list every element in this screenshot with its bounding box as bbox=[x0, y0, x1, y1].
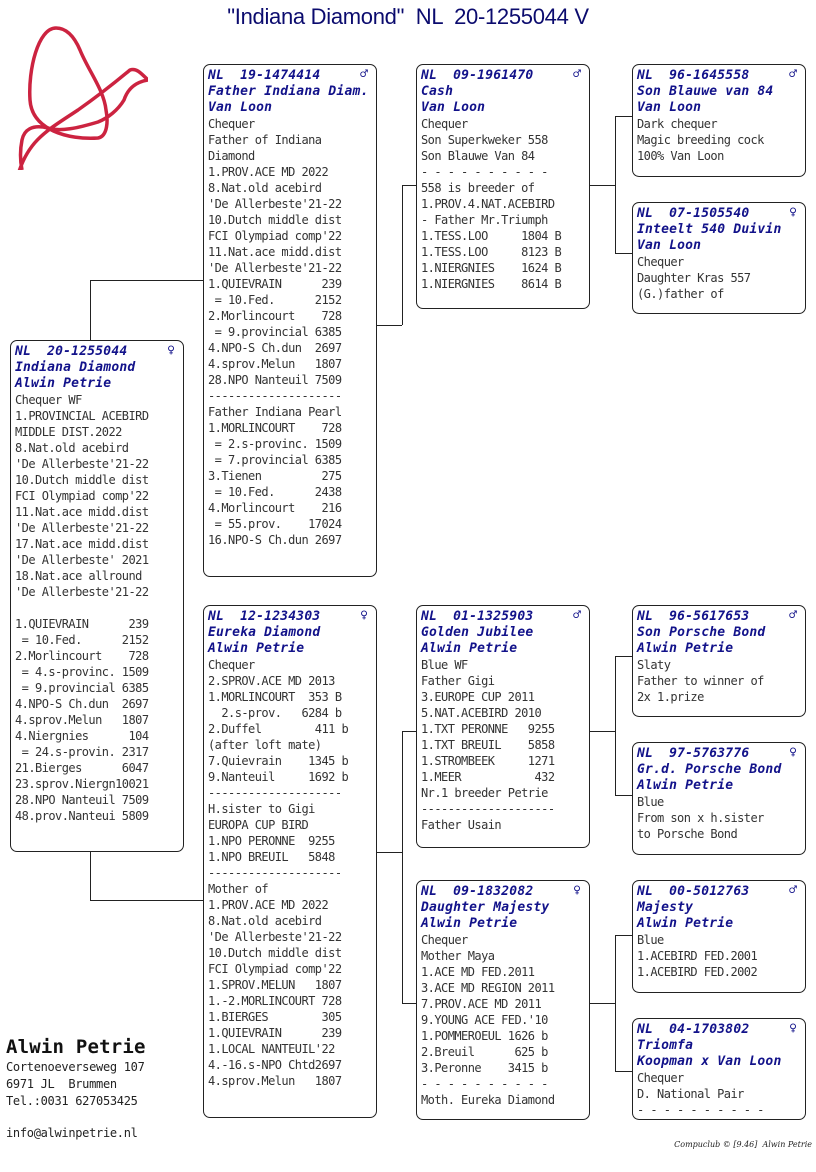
connector-line bbox=[589, 1003, 615, 1004]
info-line: 1.MORLINCOURT 353 B bbox=[208, 690, 342, 704]
owner-name: Van Loon bbox=[208, 100, 273, 115]
info-line: 1.PROV.ACE MD 2022 bbox=[208, 898, 329, 912]
info-line: 10.Dutch middle dist bbox=[15, 473, 149, 487]
breeder-name: Alwin Petrie bbox=[6, 1036, 146, 1058]
sex-symbol-icon: ♂ bbox=[573, 67, 581, 82]
info-line: 4.Niergnies 104 bbox=[15, 729, 149, 743]
pigeon-card-mmm[interactable] bbox=[632, 1018, 806, 1120]
info-line: Father to winner of bbox=[637, 674, 764, 688]
pigeon-card-fmf[interactable] bbox=[632, 605, 806, 717]
info-line: 17.Nat.ace midd.dist bbox=[15, 537, 149, 551]
info-line: 1.NPO PERONNE 9255 bbox=[208, 834, 335, 848]
sex-symbol-icon: ♀ bbox=[789, 1021, 797, 1036]
connector-line bbox=[90, 850, 91, 900]
info-line: Magic breeding cock bbox=[637, 133, 764, 147]
info-line: -------------------- bbox=[208, 866, 342, 880]
info-line: 2.Morlincourt 728 bbox=[15, 649, 149, 663]
pigeon-card-father[interactable] bbox=[203, 64, 377, 577]
info-line: 1.MORLINCOURT 728 bbox=[208, 421, 342, 435]
info-line: 10.Dutch middle dist bbox=[208, 946, 342, 960]
info-line: D. National Pair bbox=[637, 1087, 744, 1101]
info-line: 4.sprov.Melun 1807 bbox=[15, 713, 149, 727]
connector-line bbox=[376, 852, 402, 853]
info-line: = 55.prov. 17024 bbox=[208, 517, 342, 531]
breeder-phone: Tel.:0031 627053425 bbox=[6, 1094, 138, 1108]
info-line: 3.Tienen 275 bbox=[208, 469, 342, 483]
info-line: 48.prov.Nanteui 5809 bbox=[15, 809, 149, 823]
info-line: From son x h.sister bbox=[637, 811, 764, 825]
info-line: 558 is breeder of bbox=[421, 181, 535, 195]
info-line: 1.-2.MORLINCOURT 728 bbox=[208, 994, 342, 1008]
info-line: FCI Olympiad comp'22 bbox=[208, 229, 342, 243]
ring-number: NL 09-1961470 bbox=[421, 68, 534, 83]
pigeon-card-mother[interactable] bbox=[203, 605, 377, 1118]
connector-line bbox=[376, 325, 402, 326]
info-line: Chequer bbox=[421, 117, 468, 131]
info-line: = 9.provincial 6385 bbox=[15, 681, 149, 695]
sex-symbol-icon: ♀ bbox=[360, 608, 368, 623]
info-line: 8.Nat.old acebird bbox=[15, 441, 129, 455]
info-line: 28.NPO Nanteuil 7509 bbox=[208, 373, 342, 387]
info-line: Slaty bbox=[637, 658, 671, 672]
breeder-email[interactable]: info@alwinpetrie.nl bbox=[6, 1126, 138, 1140]
owner-name: Van Loon bbox=[637, 238, 702, 253]
info-line: Daughter Kras 557 bbox=[637, 271, 751, 285]
info-line: (after loft mate) bbox=[208, 738, 322, 752]
breeder-city: 6971 JL Brummen bbox=[6, 1077, 117, 1091]
ring-number: NL 01-1325903 bbox=[421, 609, 534, 624]
info-line: Blue WF bbox=[421, 658, 468, 672]
info-line: 1.QUIEVRAIN 239 bbox=[208, 277, 342, 291]
pigeon-card-fff[interactable] bbox=[632, 64, 806, 177]
info-line: 2x 1.prize bbox=[637, 690, 704, 704]
info-line: 2.s-prov. 6284 b bbox=[208, 706, 342, 720]
connector-line bbox=[90, 280, 91, 342]
info-line: 4.sprov.Melun 1807 bbox=[208, 1074, 342, 1088]
sex-symbol-icon: ♀ bbox=[167, 343, 175, 358]
ring-number: NL 20-1255044 bbox=[15, 344, 128, 359]
info-line: = 7.provincial 6385 bbox=[208, 453, 342, 467]
connector-line bbox=[615, 116, 632, 117]
pigeon-name: Indiana Diamond bbox=[15, 360, 136, 375]
info-line: 23.sprov.Niergn10021 bbox=[15, 777, 149, 791]
sex-symbol-icon: ♂ bbox=[789, 608, 797, 623]
info-line: 'De Allerbeste'21-22 bbox=[208, 930, 342, 944]
info-line: 1.ACEBIRD FED.2002 bbox=[637, 965, 758, 979]
info-line: Father Usain bbox=[421, 818, 502, 832]
connector-line bbox=[589, 185, 615, 186]
info-line: EUROPA CUP BIRD bbox=[208, 818, 309, 832]
ring-number: NL 12-1234303 bbox=[208, 609, 321, 624]
info-line: 5.NAT.ACEBIRD 2010 bbox=[421, 706, 542, 720]
info-line: Father Indiana Pearl bbox=[208, 405, 342, 419]
info-line: 'De Allerbeste'21-22 bbox=[15, 521, 149, 535]
software-credit: Compuclub © [9.46] Alwin Petrie bbox=[674, 1140, 812, 1149]
info-line: 16.NPO-S Ch.dun 2697 bbox=[208, 533, 342, 547]
ring-number: NL 97-5763776 bbox=[637, 746, 750, 761]
info-line: 4.sprov.Melun 1807 bbox=[208, 357, 342, 371]
connector-line bbox=[615, 253, 632, 254]
info-line bbox=[15, 600, 183, 616]
info-line: - - - - - - - - - - bbox=[637, 1103, 764, 1117]
info-line: 'De Allerbeste'21-22 bbox=[15, 585, 149, 599]
info-line: 1.ACEBIRD FED.2001 bbox=[637, 949, 758, 963]
info-line: 1.TESS.LOO 8123 B bbox=[421, 245, 562, 259]
info-line: = 2.s-provinc. 1509 bbox=[208, 437, 342, 451]
info-line: 'De Allerbeste' 2021 bbox=[15, 553, 149, 567]
connector-line bbox=[90, 280, 204, 281]
info-line: 1.PROVINCIAL ACEBIRD bbox=[15, 409, 149, 423]
info-line: 1.POMMEROEUL 1626 b bbox=[421, 1029, 548, 1043]
pigeon-name: Cash bbox=[421, 84, 454, 99]
info-line: 1.ACE MD FED.2011 bbox=[421, 965, 535, 979]
info-line: to Porsche Bond bbox=[637, 827, 738, 841]
info-line: (G.)father of bbox=[637, 287, 724, 301]
info-line: Moth. Eureka Diamond bbox=[421, 1093, 555, 1107]
info-line: 1.NIERGNIES 8614 B bbox=[421, 277, 562, 291]
info-line: Son Blauwe Van 84 bbox=[421, 149, 535, 163]
connector-line bbox=[615, 116, 616, 253]
ring-number: NL 09-1832082 bbox=[421, 884, 534, 899]
info-line: Father of Indiana bbox=[208, 133, 322, 147]
pigeon-name: Eureka Diamond bbox=[208, 625, 321, 640]
info-line: = 9.provincial 6385 bbox=[208, 325, 342, 339]
info-line: Nr.1 breeder Petrie bbox=[421, 786, 548, 800]
info-line: 4.NPO-S Ch.dun 2697 bbox=[208, 341, 342, 355]
connector-line bbox=[615, 656, 632, 657]
info-line: -------------------- bbox=[208, 786, 342, 800]
info-line: 3.EUROPE CUP 2011 bbox=[421, 690, 535, 704]
info-line: Mother Maya bbox=[421, 949, 495, 963]
pigeon-name: Inteelt 540 Duivin bbox=[637, 222, 782, 237]
info-line: 'De Allerbeste'21-22 bbox=[208, 197, 342, 211]
pigeon-name: Triomfa bbox=[637, 1038, 694, 1053]
info-line: 18.Nat.ace allround bbox=[15, 569, 142, 583]
ring-number: NL 96-5617653 bbox=[637, 609, 750, 624]
info-line: Son Superkweker 558 bbox=[421, 133, 548, 147]
connector-line bbox=[615, 1071, 632, 1072]
info-line: 1.LOCAL NANTEUIL'22 bbox=[208, 1042, 335, 1056]
info-line: 1.TXT PERONNE 9255 bbox=[421, 722, 555, 736]
ring-number: NL 96-1645558 bbox=[637, 68, 750, 83]
pedigree-title: "Indiana Diamond" NL 20-1255044 V bbox=[227, 4, 589, 29]
info-line: = 24.s-provin. 2317 bbox=[15, 745, 149, 759]
connector-line bbox=[402, 185, 403, 325]
info-line: Mother of bbox=[208, 882, 269, 896]
info-line: 1.NIERGNIES 1624 B bbox=[421, 261, 562, 275]
info-line: 1.QUIEVRAIN 239 bbox=[208, 1026, 342, 1040]
info-line: 1.PROV.ACE MD 2022 bbox=[208, 165, 329, 179]
info-line: 4.NPO-S Ch.dun 2697 bbox=[15, 697, 149, 711]
owner-name: Alwin Petrie bbox=[637, 916, 734, 931]
info-line: MIDDLE DIST.2022 bbox=[15, 425, 122, 439]
info-line: 8.Nat.old acebird bbox=[208, 914, 322, 928]
info-line: 9.Nanteuil 1692 b bbox=[208, 770, 349, 784]
sex-symbol-icon: ♀ bbox=[573, 883, 581, 898]
info-line: Diamond bbox=[208, 149, 255, 163]
info-line: 3.Peronne 3415 b bbox=[421, 1061, 548, 1075]
owner-name: Koopman x Van Loon bbox=[637, 1054, 782, 1069]
connector-line bbox=[90, 900, 204, 901]
pigeon-name: Majesty bbox=[637, 900, 694, 915]
owner-name: Van Loon bbox=[421, 100, 486, 115]
sex-symbol-icon: ♂ bbox=[789, 67, 797, 82]
owner-name: Alwin Petrie bbox=[637, 641, 734, 656]
pigeon-card-mmf[interactable] bbox=[632, 880, 806, 993]
pigeon-name: Father Indiana Diam. bbox=[208, 84, 369, 99]
ring-number: NL 19-1474414 bbox=[208, 68, 321, 83]
sex-symbol-icon: ♀ bbox=[789, 205, 797, 220]
info-line: FCI Olympiad comp'22 bbox=[208, 962, 342, 976]
info-line: 4.-16.s-NPO Chtd2697 bbox=[208, 1058, 342, 1072]
owner-name: Van Loon bbox=[637, 100, 702, 115]
pigeon-card-subject[interactable] bbox=[10, 340, 184, 852]
info-line: -------------------- bbox=[421, 802, 555, 816]
info-line: = 10.Fed. 2438 bbox=[208, 485, 342, 499]
ring-number: NL 07-1505540 bbox=[637, 206, 750, 221]
info-line: 28.NPO Nanteuil 7509 bbox=[15, 793, 149, 807]
dove-logo-icon bbox=[8, 10, 148, 170]
info-line: 4.Morlincourt 216 bbox=[208, 501, 342, 515]
info-line: Blue bbox=[637, 795, 664, 809]
ring-number: NL 00-5012763 bbox=[637, 884, 750, 899]
info-line: 11.Nat.ace midd.dist bbox=[15, 505, 149, 519]
info-line: 'De Allerbeste'21-22 bbox=[208, 261, 342, 275]
pigeon-name: Son Porsche Bond bbox=[637, 625, 766, 640]
info-line: FCI Olympiad comp'22 bbox=[15, 489, 149, 503]
info-line: = 4.s-provinc. 1509 bbox=[15, 665, 149, 679]
owner-name: Alwin Petrie bbox=[637, 778, 734, 793]
pigeon-card-father-father[interactable] bbox=[416, 64, 590, 309]
info-line: 3.ACE MD REGION 2011 bbox=[421, 981, 555, 995]
pigeon-name: Son Blauwe van 84 bbox=[637, 84, 774, 99]
info-line: Blue bbox=[637, 933, 664, 947]
ring-number: NL 04-1703802 bbox=[637, 1022, 750, 1037]
pigeon-card-fmm[interactable] bbox=[632, 742, 806, 855]
info-line: 11.Nat.ace midd.dist bbox=[208, 245, 342, 259]
connector-line bbox=[589, 731, 615, 732]
connector-line bbox=[615, 656, 616, 795]
pigeon-name: Gr.d. Porsche Bond bbox=[637, 762, 782, 777]
connector-line bbox=[615, 935, 632, 936]
pigeon-card-mother-mother[interactable] bbox=[416, 880, 590, 1120]
info-line: 1.NPO BREUIL 5848 bbox=[208, 850, 335, 864]
info-line: Chequer bbox=[208, 658, 255, 672]
info-line: 1.MEER 432 bbox=[421, 770, 555, 784]
info-line: 2.Morlincourt 728 bbox=[208, 309, 342, 323]
pigeon-card-ffm[interactable] bbox=[632, 202, 806, 314]
info-line: 21.Bierges 6047 bbox=[15, 761, 149, 775]
owner-name: Alwin Petrie bbox=[208, 641, 305, 656]
info-line: - - - - - - - - - - bbox=[421, 1077, 548, 1091]
info-line: 7.PROV.ACE MD 2011 bbox=[421, 997, 542, 1011]
info-line: 'De Allerbeste'21-22 bbox=[15, 457, 149, 471]
info-line: 9.YOUNG ACE FED.'10 bbox=[421, 1013, 548, 1027]
info-line: Chequer bbox=[637, 255, 684, 269]
breeder-street: Cortenoeverseweg 107 bbox=[6, 1060, 145, 1074]
info-line: Chequer bbox=[421, 933, 468, 947]
connector-line bbox=[402, 731, 403, 1003]
info-line: 2.SPROV.ACE MD 2013 bbox=[208, 674, 335, 688]
info-line: Father Gigi bbox=[421, 674, 495, 688]
info-line: 1.TESS.LOO 1804 B bbox=[421, 229, 562, 243]
info-line: Dark chequer bbox=[637, 117, 718, 131]
info-line: Chequer bbox=[637, 1071, 684, 1085]
pigeon-name: Golden Jubilee bbox=[421, 625, 534, 640]
sex-symbol-icon: ♂ bbox=[360, 67, 368, 82]
connector-line bbox=[615, 935, 616, 1071]
info-line: 100% Van Loon bbox=[637, 149, 724, 163]
owner-name: Alwin Petrie bbox=[421, 916, 518, 931]
sex-symbol-icon: ♂ bbox=[573, 608, 581, 623]
info-line: 2.Duffel 411 b bbox=[208, 722, 349, 736]
info-line: 2.Breuil 625 b bbox=[421, 1045, 548, 1059]
info-line: - Father Mr.Triumph bbox=[421, 213, 548, 227]
info-line: 1.PROV.4.NAT.ACEBIRD bbox=[421, 197, 555, 211]
info-line: = 10.Fed. 2152 bbox=[208, 293, 342, 307]
info-line: 1.BIERGES 305 bbox=[208, 1010, 342, 1024]
info-line: -------------------- bbox=[208, 389, 342, 403]
sex-symbol-icon: ♀ bbox=[789, 745, 797, 760]
pigeon-name: Daughter Majesty bbox=[421, 900, 550, 915]
pigeon-card-mother-father[interactable] bbox=[416, 605, 590, 848]
info-line: Chequer WF bbox=[15, 393, 82, 407]
info-line: 1.QUIEVRAIN 239 bbox=[15, 617, 149, 631]
info-line: - - - - - - - - - - bbox=[421, 165, 548, 179]
info-line: 10.Dutch middle dist bbox=[208, 213, 342, 227]
info-line: 1.TXT BREUIL 5858 bbox=[421, 738, 555, 752]
owner-name: Alwin Petrie bbox=[421, 641, 518, 656]
owner-name: Alwin Petrie bbox=[15, 376, 112, 391]
info-line: = 10.Fed. 2152 bbox=[15, 633, 149, 647]
connector-line bbox=[615, 795, 632, 796]
info-line: 7.Quievrain 1345 b bbox=[208, 754, 349, 768]
info-line: 1.STROMBEEK 1271 bbox=[421, 754, 555, 768]
info-line: H.sister to Gigi bbox=[208, 802, 315, 816]
info-line: 8.Nat.old acebird bbox=[208, 181, 322, 195]
info-line: Chequer bbox=[208, 117, 255, 131]
sex-symbol-icon: ♂ bbox=[789, 883, 797, 898]
info-line: 1.SPROV.MELUN 1807 bbox=[208, 978, 342, 992]
